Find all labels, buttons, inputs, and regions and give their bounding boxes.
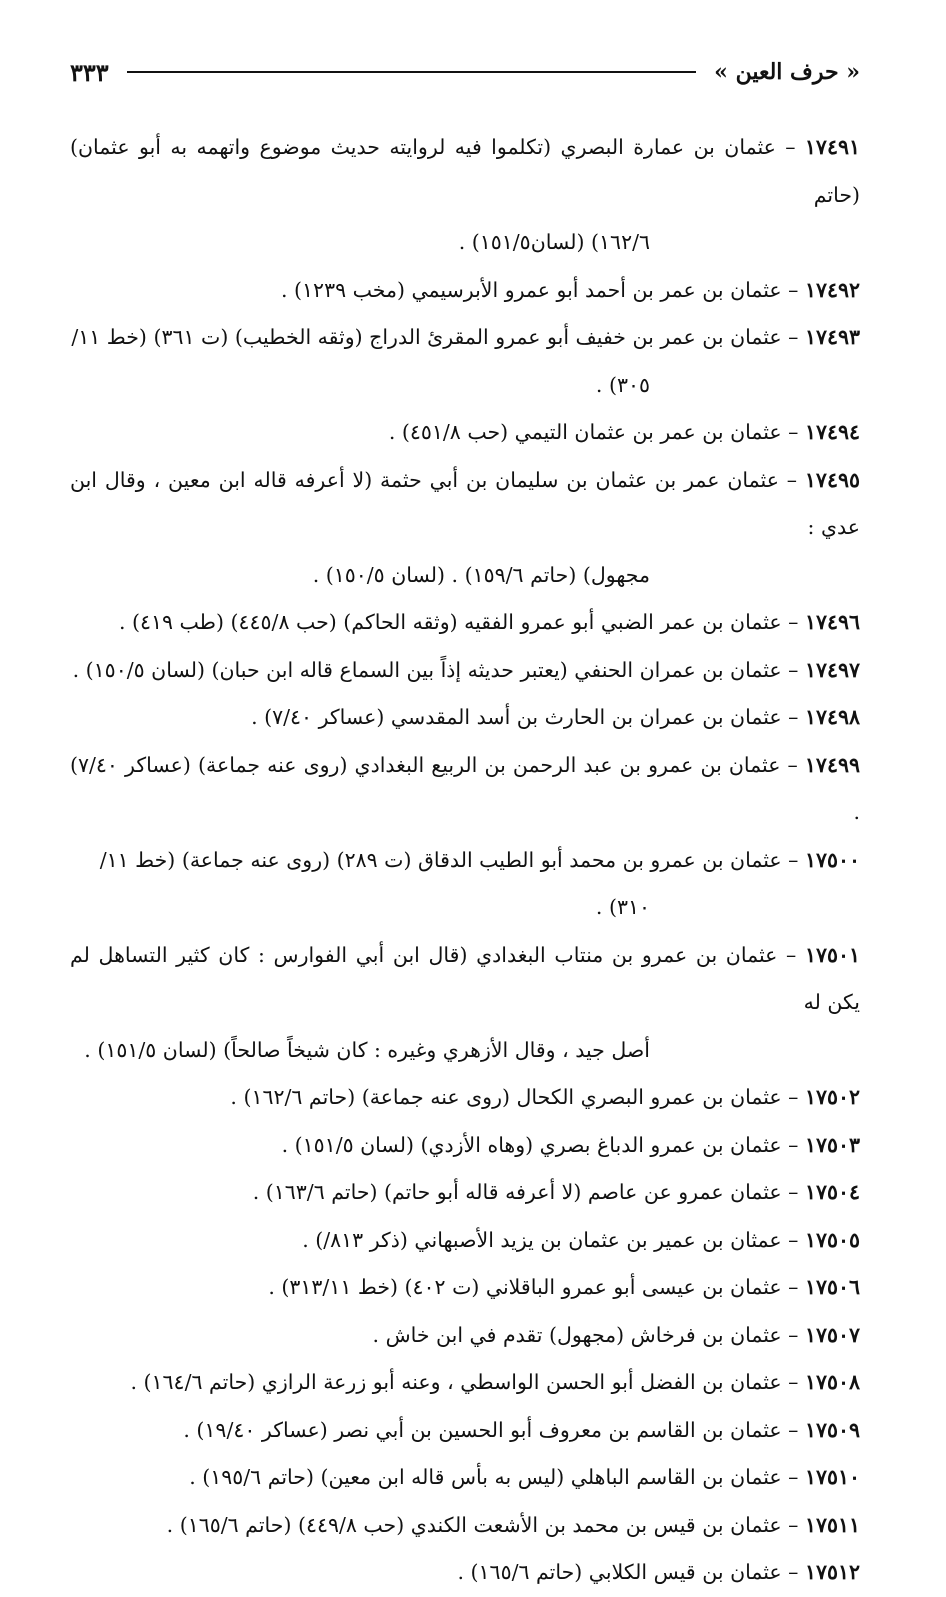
entry-text: عثمان بن القاسم بن معروف أبو الحسين بن أبي نصر (عساكر ١٩/٤٠) . [183,1417,782,1442]
entry-text: عثمان بن عمران الحنفي (يعتبر حديثه إذاً بين السماع قاله ابن حبان) (لسان ١٥٠/٥) . [72,657,782,682]
list-item [70,1169,860,1217]
entry-separator: – [781,847,805,872]
entry-number: ١٧٥١٠ [804,1465,860,1489]
entry-number: ١٧٥٠٤ [804,1180,860,1204]
header-rule [127,71,696,73]
entry-text: عثمان بن عمارة البصري (تكلموا فيه لروايته حديث موضوع واتهمه به أبو عثمان) (حاتم [70,135,860,207]
entry-separator: – [781,1322,805,1347]
entry-separator: – [781,277,805,302]
chapter-title: « حرف العين » [714,59,860,85]
entry-separator: – [781,1370,805,1394]
entry-number: ١٧٥٠٢ [804,1085,860,1109]
list-item [70,694,860,742]
entry-text: عمثان بن عمير بن عثمان بن يزيد الأصبهاني (ذكر ٨١٣/) . [302,1227,782,1252]
page-number: ٣٣٣ [70,57,109,87]
entry-number: ١٧٤٩٣ [804,325,860,349]
entry-number: ١٧٥٠٨ [804,1370,860,1394]
entry-number: ١٧٤٩٢ [804,277,860,302]
entry-text: عثمان بن عمران بن الحارث بن أسد المقدسي (عساكر ٧/٤٠) . [251,705,782,729]
entry-text-continuation: ١٦٢/٦) (لسان١٥١/٥) . [458,230,650,254]
list-item [70,457,860,600]
entry-separator: – [781,420,805,444]
list-item [70,837,860,932]
entry-separator: – [781,1085,805,1109]
entry-text: عثمان بن عمر الضبي أبو عمرو الفقيه (وثقه الحاكم) (حب ٤٤٥/٨) (طب ٤١٩) . [118,610,782,634]
list-item [70,1264,860,1312]
entry-separator: – [781,1180,805,1204]
entry-number: ١٧٥٠٦ [804,1275,860,1299]
entry-text: عثمان بن القاسم الباهلي (ليس به بأس قاله ابن معين) (حاتم ١٩٥/٦) . [189,1465,782,1489]
list-item [70,1074,860,1122]
list-item [70,742,860,837]
entry-separator: – [781,657,805,682]
entry-text: عثمان عمرو عن عاصم (لا أعرفه قاله أبو حاتم) (حاتم ١٦٣/٦) . [252,1180,782,1204]
entry-separator: – [781,1227,805,1252]
entry-number: ١٧٥٠١ [804,942,860,967]
list-item [70,1549,860,1597]
entry-separator: – [781,610,805,634]
entry-text: عثمان بن قيس بن محمد بن الأشعت الكندي (حب ٤٤٩/٨) (حاتم ١٦٥/٦) . [166,1512,782,1537]
entry-separator: – [781,1465,805,1489]
entry-number: ١٧٤٩٨ [804,705,860,729]
entry-text-continuation: ٣١٠) . [595,895,650,919]
entry-separator: – [781,1132,805,1157]
entry-number: ١٧٤٩١ [804,135,860,159]
entry-number: ١٧٤٩٧ [804,657,860,682]
list-item [70,1502,860,1550]
entry-number: ١٧٤٩٤ [804,420,860,444]
entry-text: عثمان بن عمر بن أحمد أبو عمرو الأبرسيمي (مخب ١٢٣٩) . [281,277,782,302]
entry-text: عثمان عمر بن عثمان بن سليمان بن أبي حثمة (لا أعرفه قاله ابن معين ، وقال ابن عدي : [70,467,860,539]
entry-text-continuation: ٣٠٥) . [595,372,650,397]
entry-number: ١٧٤٩٥ [804,467,860,492]
entry-number: ١٧٥٠٧ [804,1322,860,1347]
entry-number: ١٧٥٠٠ [804,847,860,872]
entry-text: عثمان بن عمرو الدباغ بصري (وهاه الأزدي) (لسان ١٥١/٥) . [281,1132,782,1157]
list-item [70,1407,860,1455]
entry-number: ١٧٥١١ [804,1512,860,1537]
list-item [70,647,860,695]
entry-separator: – [781,325,805,349]
list-item [70,1454,860,1502]
entry-separator: – [775,135,805,159]
entry-text-continuation: أصل جيد ، وقال الأزهري وغيره : كان شيخاً صالحاً) (لسان ١٥١/٥) . [84,1037,650,1062]
entry-text: عثمان بن فرخاش (مجهول) تقدم في ابن خاش . [372,1322,782,1347]
entry-text-continuation: مجهول) (حاتم ١٥٩/٦) . (لسان ١٥٠/٥) . [312,562,650,587]
list-item [70,599,860,647]
list-item [70,1359,860,1407]
entry-text: عثمان بن عمرو البصري الكحال (روى عنه جماعة) (حاتم ١٦٢/٦) . [230,1085,782,1109]
entry-separator: – [781,1560,805,1584]
entry-text: عثمان بن عمر بن خفيف أبو عمرو المقرئ الدراج (وثقه الخطيب) (ت ٣٦١) (خط ١١/ [71,325,782,349]
entry-text: عثمان بن عمرو بن منتاب البغدادي (قال ابن أبي الفوارس : كان كثير التساهل لم يكن له [70,942,860,1014]
entry-separator: – [780,752,805,777]
document-page [70,48,860,1584]
entry-number: ١٧٥٠٩ [804,1417,860,1442]
entry-text: عثمان بن الفضل أبو الحسن الواسطي ، وعنه أبو زرعة الرازي (حاتم ١٦٤/٦) . [130,1370,782,1394]
entry-text: عثمان بن عيسى أبو عمرو الباقلاني (ت ٤٠٢) (خط ٣١٣/١١) . [268,1275,782,1299]
list-item [70,1122,860,1170]
entry-number: ١٧٥٠٣ [804,1132,860,1157]
entry-text: عثمان بن عمرو بن محمد أبو الطيب الدقاق (ت ٢٨٩) (روى عنه جماعة) (خط ١١/ [99,847,782,872]
list-item [70,267,860,315]
entry-separator: – [778,467,805,492]
entry-text: عثمان بن عمر بن عثمان التيمي (حب ٤٥١/٨) . [388,420,782,444]
entry-number: ١٧٤٩٦ [804,610,860,634]
entry-separator: – [777,942,805,967]
entry-number: ١٧٥١٢ [804,1560,860,1584]
list-item [70,409,860,457]
entry-text: عثمان بن عمرو بن عبد الرحمن بن الربيع البغدادي (روى عنه جماعة) (عساكر ٧/٤٠) . [70,752,860,824]
entry-separator: – [781,705,805,729]
entry-number: ١٧٥٠٥ [804,1227,860,1252]
list-item [70,932,860,1075]
entry-separator: – [781,1512,805,1537]
entry-text: عثمان بن قيس الكلابي (حاتم ١٦٥/٦) . [457,1560,782,1584]
list-item [70,314,860,409]
entry-separator: – [781,1417,805,1442]
entry-number: ١٧٤٩٩ [804,752,860,777]
entry-separator: – [781,1275,805,1299]
list-item [70,124,860,267]
entry-list [70,124,860,1597]
page-header [70,48,860,96]
list-item [70,1217,860,1265]
